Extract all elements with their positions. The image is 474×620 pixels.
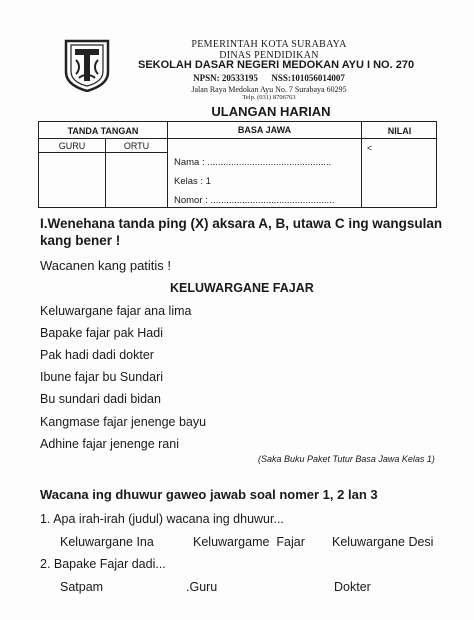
subject-column-header: BASA JAWA xyxy=(237,125,292,135)
school-identifiers: NPSN: 20533195 NSS:101056014007 xyxy=(193,73,345,83)
question-2: 2. Bapake Fajar dadi... xyxy=(40,557,166,571)
story-line: Keluwargane fajar ana lima xyxy=(40,304,192,318)
name-field[interactable]: Nama : ............................................... xyxy=(174,157,332,168)
school-phone: Telp. (031) 8706763 xyxy=(242,94,296,101)
question-1-option-b[interactable]: Keluwargame Fajar xyxy=(193,535,305,549)
signature-column-header: TANDA TANGAN xyxy=(67,126,139,136)
government-name: PEMERINTAH KOTA SURABAYA xyxy=(191,39,347,50)
question-1-option-c[interactable]: Keluwargane Desi xyxy=(332,535,434,549)
teacher-signature-label: GURU xyxy=(58,141,86,151)
question-2-option-a[interactable]: Satpam xyxy=(60,580,104,594)
section-instruction: I.Wenehana tanda ping (X) aksara A, B, utawa C ing wangsulan kang bener ! xyxy=(40,216,443,248)
question-1: 1. Apa irah-irah (judul) wacana ing dhuwur... xyxy=(40,512,284,526)
questions-heading: Wacana ing dhuwur gaweo jawab soal nomer 1, 2 lan 3 xyxy=(40,487,378,502)
question-1-option-a[interactable]: Keluwargane Ina xyxy=(60,535,154,549)
question-2-option-c[interactable]: Dokter xyxy=(334,580,371,594)
department-name: DINAS PENDIDIKAN xyxy=(219,50,319,61)
score-field[interactable]: < xyxy=(367,143,373,153)
school-address: Jalan Raya Medokan Ayu No. 7 Surabaya 60295 xyxy=(191,85,347,94)
story-source-note: (Saka Buku Paket Tutur Basa Jawa Kelas 1) xyxy=(258,454,435,464)
story-line: Ibune fajar bu Sundari xyxy=(40,370,164,384)
page-title: ULANGAN HARIAN xyxy=(211,104,331,119)
score-column-header: NILAI xyxy=(387,126,412,136)
student-info-table xyxy=(38,121,437,208)
number-field[interactable]: Nomor : ............................................... xyxy=(174,195,335,206)
story-line: Bapake fajar pak Hadi xyxy=(40,326,163,340)
story-line: Pak hadi dadi dokter xyxy=(40,348,154,362)
school-emblem-icon xyxy=(62,38,112,92)
story-line: Adhine fajar jenenge rani xyxy=(40,437,179,451)
question-2-option-b[interactable]: .Guru xyxy=(186,580,218,594)
reading-instruction: Wacanen kang patitis ! xyxy=(40,258,172,273)
class-field[interactable]: Kelas : 1 xyxy=(174,176,211,187)
story-line: Kangmase fajar jenenge bayu xyxy=(40,415,207,429)
parent-signature-label: ORTU xyxy=(123,141,150,151)
school-name: SEKOLAH DASAR NEGERI MEDOKAN AYU I NO. 270 xyxy=(138,59,415,71)
story-title: KELUWARGANE FAJAR xyxy=(170,281,314,295)
story-line: Bu sundari dadi bidan xyxy=(40,392,161,406)
